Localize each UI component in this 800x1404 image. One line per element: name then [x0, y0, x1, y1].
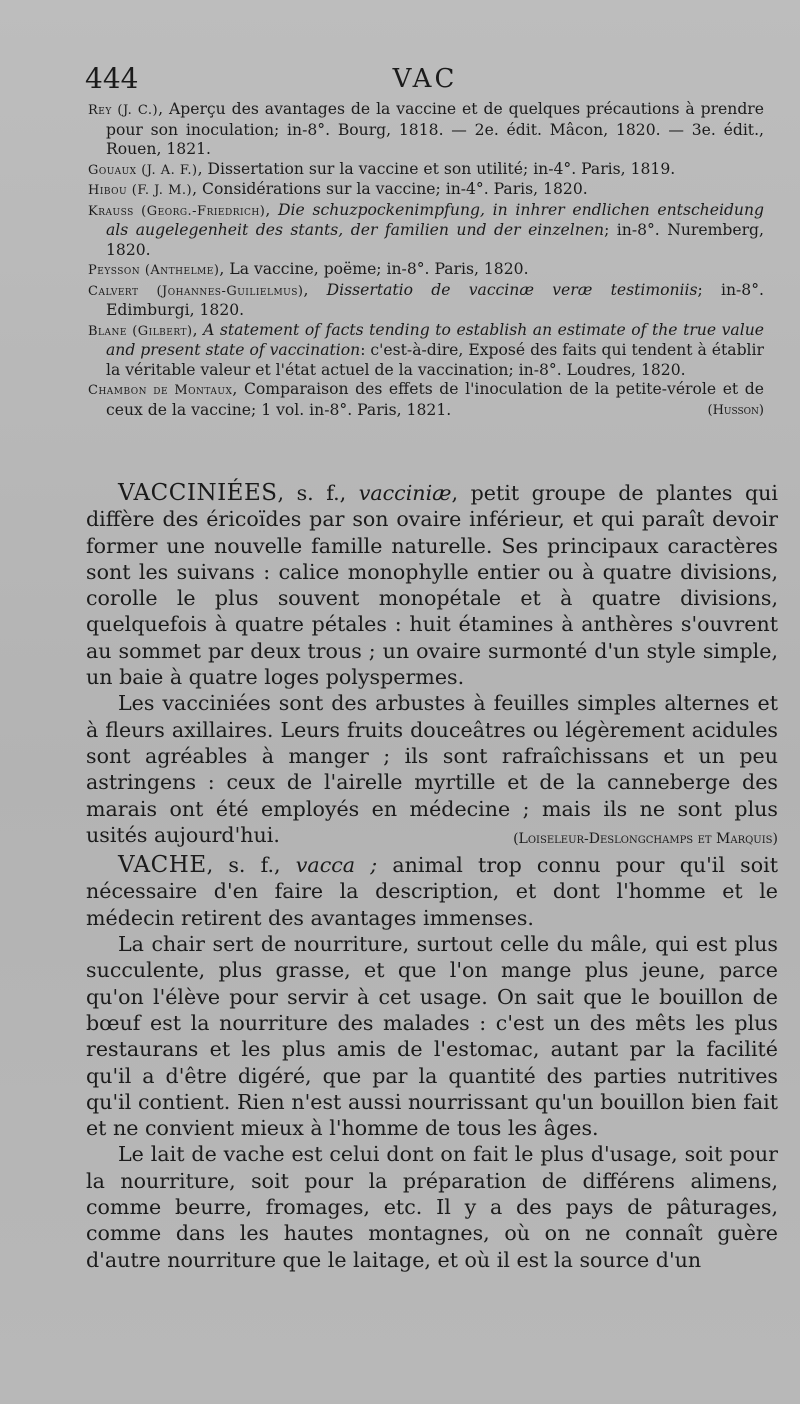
article-latin: vacca ;: [295, 853, 378, 878]
article-vacciniees: [86, 480, 778, 690]
bibliography: [88, 100, 764, 420]
entry-author: Krauss (Georg.-Friedrich): [88, 203, 266, 219]
entry-text: : c'est-à-dire, Exposé des faits qui tendent à établir la véritable valeur et l'état actuel de la vaccination; in-8°. Loudres, 1820.: [106, 341, 764, 379]
article-text: Les vacciniées sont des arbustes à feuilles simples alternes et à fleurs axillaires. Leurs fruits douceâtres ou légèrement acidules sont agréables à manger ; ils sont rafraîchissans et un peu astringens : ceux de l'airelle myrtille et de la canneberge des marais ont été employés en médecine ; mais ils ne sont plus usités aujourd'hui.: [86, 691, 778, 847]
entry-text: , La vaccine, poëme; in-8°. Paris, 1820.: [219, 260, 529, 278]
bibliography-entry: [88, 180, 764, 201]
dictionary-articles: [86, 480, 778, 1273]
bibliography-entry: Krauss (Georg.-Friedrich), Die schuzpockenimpfung, in inhrer endlichen entscheidung als augelegenheit des stants, der familien und der einzelnen; in-8°. Nuremberg, 1820.: [88, 200, 764, 259]
entry-author: Rey (J. C.): [88, 103, 159, 118]
article-text: , petit groupe de plantes qui diffère des éricoïdes par son ovaire inférieur, et qui paraît devoir former une nouvelle famille naturelle. Ses principaux caractères sont les suivans : calice monophylle entier ou à quatre divisions, corolle le plus souvent monopétale et à quatre divisions, quelquefois à quatre pétales : huit étamines à anthères s'ouvrent au sommet par deux trous ; un ovaire surmonté d'un style simple, un baie à quatre loges polyspermes.: [86, 481, 779, 690]
article-latin: vacciniæ: [358, 481, 452, 505]
entry-title: Die schuzpockenimpfung, in inhrer endlichen entscheidung als augelegenheit des stants, der familien und der einzelnen: [106, 200, 764, 239]
page-header: [85, 62, 765, 98]
article-author: (Loiseleur-Deslongchamps et Marquis): [513, 830, 778, 847]
article-paragraph: [86, 690, 778, 848]
entry-title: Dissertatio de vaccinæ veræ testimoniis: [326, 280, 698, 299]
article-pos: , s. f.,: [206, 853, 296, 878]
article-headword: VACCINIÉES: [118, 480, 278, 506]
entry-author: Blane (Gilbert): [88, 323, 193, 339]
article-headword: VACHE: [118, 852, 207, 879]
entry-text: , Aperçu des avantages de la vaccine et de quelques précautions à prendre pour son inoculation; in-8°. Bourg, 1818. — 2e. édit. Mâcon, 1820. — 3e. édit., Rouen, 1821.: [106, 100, 764, 158]
entry-author: Chambon de Montaux: [88, 383, 233, 398]
entry-text: , Considérations sur la vaccine; in-4°. Paris, 1820.: [192, 180, 588, 198]
bibliography-entry: Blane (Gilbert), A statement of facts tending to establish an estimate of the true value and present state of vaccination: c'est-à-dire, Exposé des faits qui tendent à établir la véritable valeur et l'état actuel de la vaccination; in-8°. Loudres, 1820.: [88, 320, 764, 379]
article-vache: [86, 852, 778, 931]
entry-text: , Comparaison des effets de l'inoculation de la petite-vérole et de ceux de la vaccine; 1 vol. in-8°. Paris, 1821.: [106, 380, 764, 419]
entry-text: , Dissertation sur la vaccine et son utilité; in-4°. Paris, 1819.: [197, 159, 676, 178]
article-paragraph: La chair sert de nourriture, surtout celle du mâle, qui est plus succulente, plus grasse, et que l'on mange plus jeune, parce qu'on l'élève pour servir à cet usage. On sait que le bouillon de bœuf est la nourriture des malades : c'est un des mêts les plus restaurans et les plus amis de l'estomac, autant par la facilité qu'il a d'être digéré, que par la quantité des parties nutritives qu'il contient. Rien n'est aussi nourrissant qu'un bouillon bien fait et ne convient mieux à l'homme de tous les âges.: [86, 932, 778, 1141]
entry-signoff: (Husson): [707, 402, 764, 418]
bibliography-entry: [88, 260, 764, 281]
page-number: 444: [85, 62, 139, 95]
entry-author: Peysson (Anthelme): [88, 263, 220, 278]
bibliography-entry: Calvert (Johannes-Guilielmus), Dissertatio de vaccinæ veræ testimoniis; in-8°. Edimburgi, 1820.: [88, 280, 764, 319]
entry-text: ; in-8°. Edimburgi, 1820.: [106, 280, 764, 319]
running-title: VAC: [392, 64, 458, 94]
entry-text: ; in-8°. Nuremberg, 1820.: [106, 221, 764, 259]
article-text: animal trop connu pour qu'il soit nécessaire d'en faire la description, et dont l'homme et le médecin retirent des avantages immenses.: [86, 853, 778, 930]
entry-author: Calvert (Johannes-Guilielmus): [88, 283, 304, 299]
article-pos: , s. f.,: [277, 481, 359, 505]
bibliography-entry: [88, 160, 764, 181]
article-paragraph: Le lait de vache est celui dont on fait le plus d'usage, soit pour la nourriture, soit pour la préparation de différens alimens, comme beurre, fromages, etc. Il y a des pays de pâturages, comme dans les hautes montagnes, où on ne connaît guère d'autre nourriture que le laitage, et où il est la source d'un: [86, 1142, 778, 1272]
bibliography-entry: [88, 380, 764, 420]
bibliography-entry: [88, 100, 764, 160]
entry-title: A statement of facts tending to establish an estimate of the true value and present state of vaccination: [106, 320, 764, 359]
entry-author: Gouaux (J. A. F.): [88, 162, 198, 178]
entry-author: Hibou (F. J. M.): [88, 183, 193, 198]
